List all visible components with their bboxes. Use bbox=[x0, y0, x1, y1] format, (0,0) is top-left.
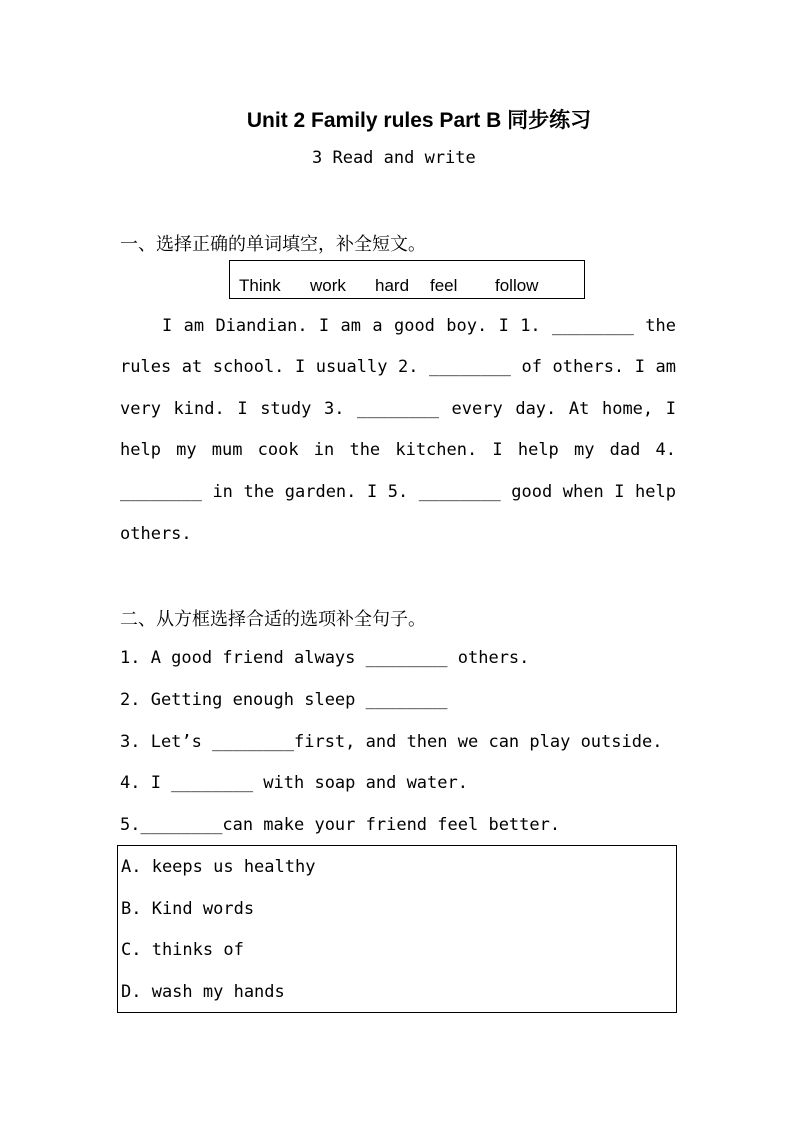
question-line: 4. I ________ with soap and water. bbox=[120, 773, 468, 793]
lesson-subtitle: 3 Read and write bbox=[312, 148, 476, 168]
option-item: B. Kind words bbox=[121, 899, 255, 919]
passage-line: ________ in the garden. I 5. ________ good when I help bbox=[120, 482, 676, 502]
word-bank-item: Think bbox=[239, 276, 281, 295]
passage-line: I am Diandian. I am a good boy. I 1. ________ the bbox=[162, 316, 676, 336]
question-line: 1. A good friend always ________ others. bbox=[120, 648, 530, 668]
section-one-heading: 一、选择正确的单词填空，补全短文。 bbox=[120, 234, 426, 255]
passage-line: very kind. I study 3. ________ every day. At home, I bbox=[120, 399, 676, 419]
word-bank-item: follow bbox=[495, 276, 539, 295]
question-line: 2. Getting enough sleep ________ bbox=[120, 690, 448, 710]
worksheet-title: Unit 2 Family rules Part B 同步练习 bbox=[246, 109, 592, 132]
word-bank-box bbox=[229, 260, 585, 299]
word-bank-item: hard bbox=[375, 276, 410, 295]
section-two-heading: 二、从方框选择合适的选项补全句子。 bbox=[120, 609, 426, 630]
question-line: 5.________can make your friend feel better. bbox=[120, 815, 561, 835]
word-bank-item: feel bbox=[430, 276, 458, 295]
option-item: D. wash my hands bbox=[121, 982, 285, 1002]
passage-line: rules at school. I usually 2. ________ of others. I am bbox=[120, 357, 676, 377]
word-bank-item: work bbox=[310, 276, 346, 295]
option-item: C. thinks of bbox=[121, 940, 244, 960]
options-box bbox=[117, 845, 677, 1013]
passage-line: help my mum cook in the kitchen. I help my dad 4. bbox=[120, 440, 676, 460]
option-item: A. keeps us healthy bbox=[121, 857, 316, 877]
passage-line: others. bbox=[120, 524, 192, 544]
question-line: 3. Let’s ________first, and then we can play outside. bbox=[120, 732, 663, 752]
